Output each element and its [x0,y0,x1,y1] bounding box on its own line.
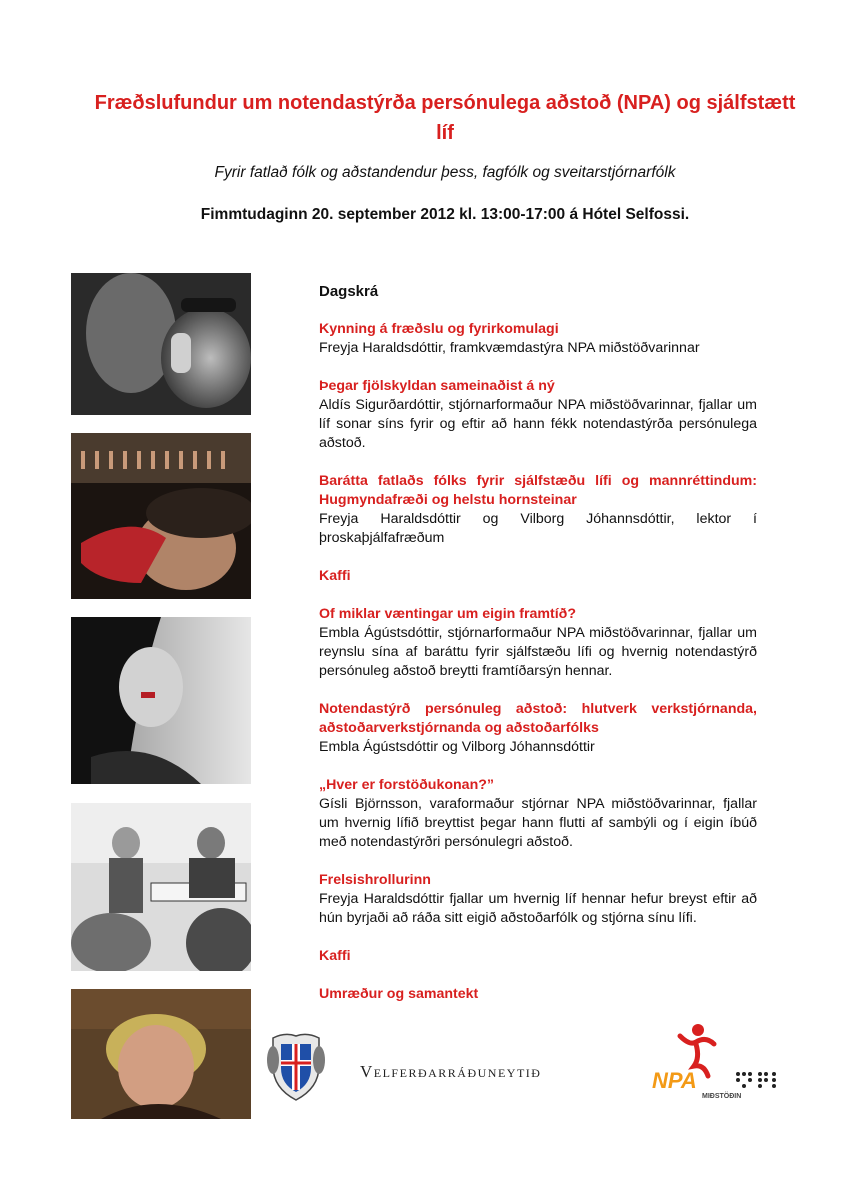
agenda-item-desc: Aldís Sigurðardóttir, stjórnarformaður NPA miðstöðvarinnar, fjallar um líf sonar síns fyrir og eftir að hann fékk notendastýrða persónulega aðstoð. [319,397,757,451]
agenda-item-title: Þegar fjölskyldan sameinaðist á ný [319,378,555,394]
agenda-item [319,947,757,966]
agenda-item [319,605,757,681]
photo-woman-portrait [71,989,251,1119]
npa-logo-subtext: MIÐSTÖÐIN [702,1093,742,1100]
agenda-heading: Dagskrá [319,283,379,300]
agenda-item [319,700,757,757]
photo-group-piano [71,803,251,971]
photo-woman-scarf [71,433,251,599]
photo-woman-lipstick [71,617,251,784]
agenda-item-title: Umræður og samantekt [319,986,479,1002]
ministry-logo-text: Velferðarráðuneytið [360,1062,542,1081]
agenda-item [319,377,757,453]
agenda-item-desc: Freyja Haraldsdóttir og Vilborg Jóhannsdóttir, lektor í þroskaþjálfafræðum [319,511,757,546]
agenda-item-desc: Gísli Björnsson, varaformaður stjórnar NPA miðstöðvarinnar, fjallar um hvernig lífið breyttist þegar hann flutti af sambýli og í eigin íbúð með notendastýrðri persónulegri aðstoð. [319,796,757,850]
coat-of-arms-logo [265,1030,327,1102]
agenda-item-title: Notendastýrð persónuleg aðstoð: hlutverk verkstjórnanda, aðstoðarverkstjórnanda og aðstoðarfólks [319,701,757,736]
agenda-item [319,472,757,548]
agenda-item [319,776,757,852]
page-subtitle: Fyrir fatlað fólk og aðstandendur þess, fagfólk og sveitarstjórnarfólk [214,164,676,181]
agenda-item-desc: Freyja Haraldsdóttir, framkvæmdastýra NPA miðstöðvarinnar [319,340,700,356]
agenda-item-title: Barátta fatlaðs fólks fyrir sjálfstæðu lífi og mannréttindum: Hugmyndafræði og helstu hornsteinar [319,473,757,508]
npa-logo-text: NPA [652,1068,697,1093]
agenda-item-title: „Hver er forstöðukonan?” [319,777,495,793]
photo-child-ventilator [71,273,251,415]
agenda-item-title: Kaffi [319,568,351,584]
agenda-item [319,567,757,586]
agenda-item-desc: Embla Ágústsdóttir og Vilborg Jóhannsdóttir [319,739,595,755]
npa-logo [650,1020,790,1100]
agenda-item-title: Frelsishrollurinn [319,872,431,888]
agenda-item [319,320,757,358]
agenda-item-desc: Freyja Haraldsdóttir fjallar um hvernig líf hennar hefur breyst eftir að hún byrjaði að ráða sitt eigið aðstoðarfólk og stjórna sínu lífi. [319,891,757,926]
page-title: Fræðslufundur um notendastýrða persónulega aðstoð (NPA) og sjálfstætt líf [94,92,796,144]
agenda-item [319,871,757,928]
agenda-item-title: Kynning á fræðslu og fyrirkomulagi [319,321,559,337]
agenda-item [319,985,757,1004]
event-dateline: Fimmtudaginn 20. september 2012 kl. 13:00-17:00 á Hótel Selfossi. [200,206,690,223]
agenda-item-title: Kaffi [319,948,351,964]
agenda [319,282,757,1023]
agenda-item-desc: Embla Ágústsdóttir, stjórnarformaður NPA miðstöðvarinnar, fjallar um reynslu sína af baráttu fyrir sjálfstæðu lífi og hvernig notendastýrð persónuleg aðstoð breytti framtíðarsýn hennar. [319,625,757,679]
agenda-item-title: Of miklar væntingar um eigin framtíð? [319,606,576,622]
